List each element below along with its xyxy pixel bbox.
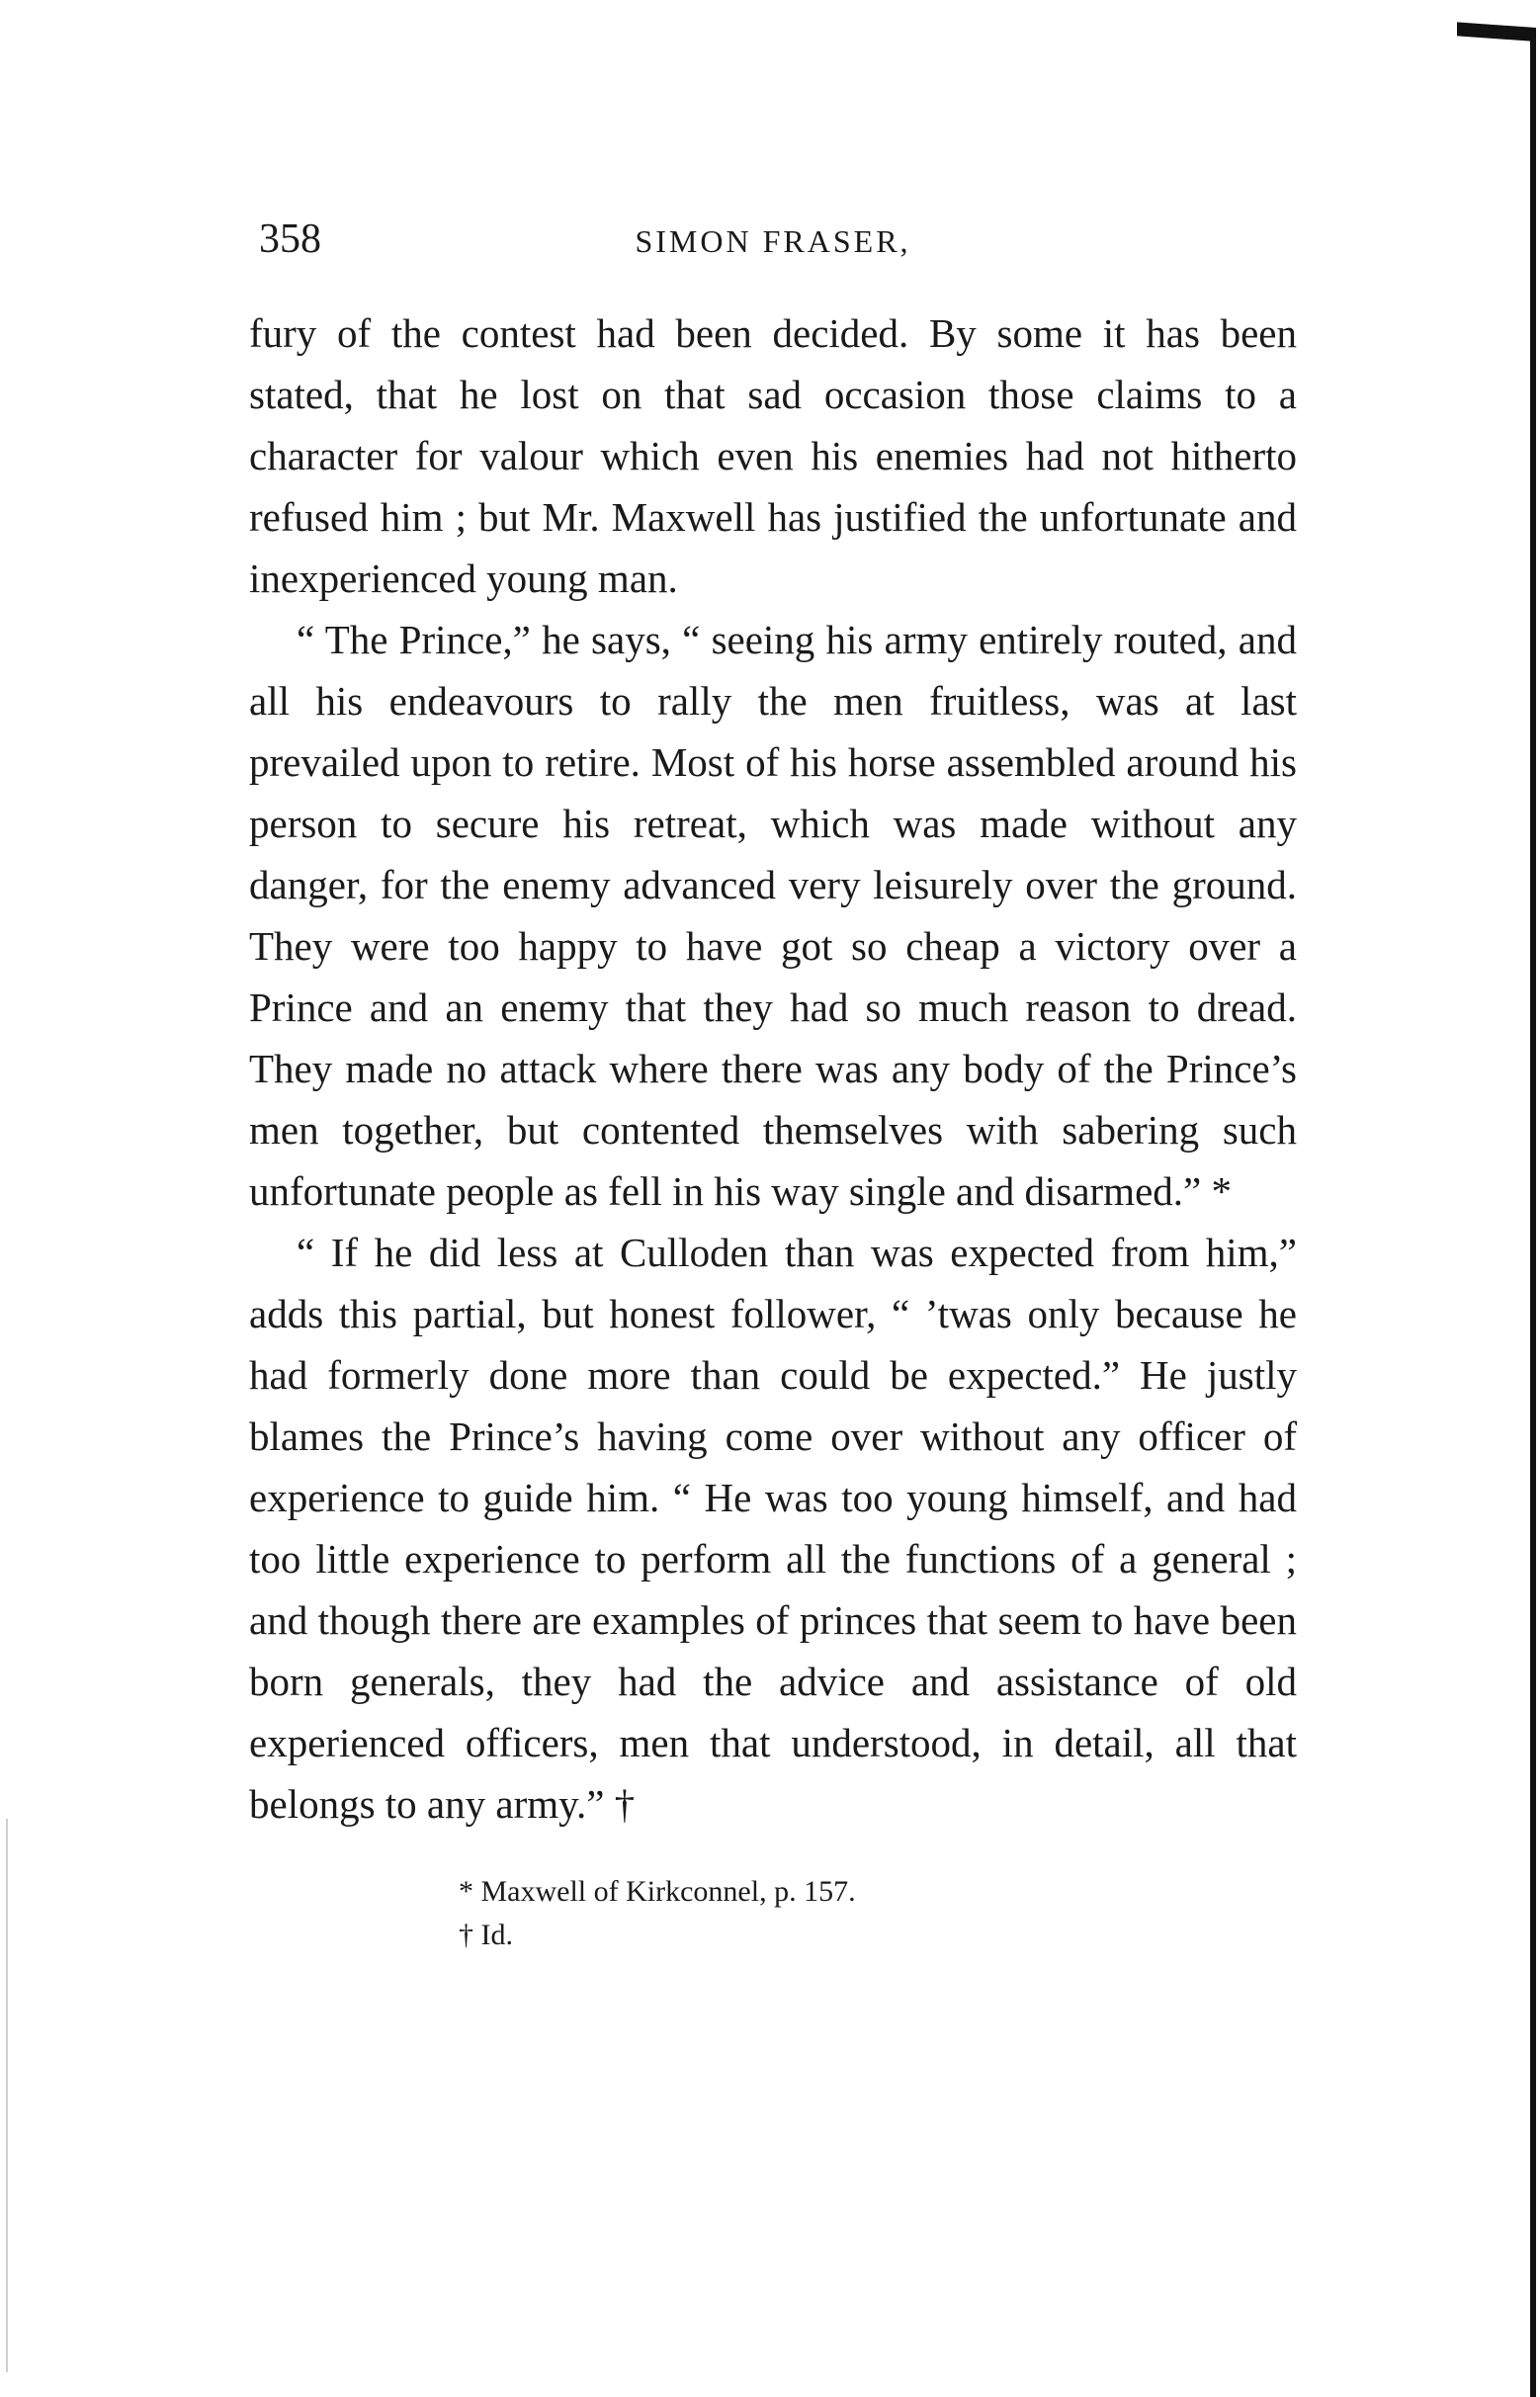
footnotes bbox=[249, 1870, 1297, 1957]
paragraph-2: “ The Prince,” he says, “ seeing his army entirely routed, and all his endeavours to rally the men fruitless, was at last prevailed upon to retire. Most of his horse assembled around his person to secure his retreat, which was made without any danger, for the enemy advanced very leisurely over the ground. They were too happy to have got so cheap a victory over a Prince and an enemy that they had so much reason to dread. They made no attack where there was any body of the Prince’s men together, but contented themselves with sabering such unfortunate people as fell in his way single and disarmed.” * bbox=[249, 617, 1297, 1214]
book-page bbox=[249, 215, 1297, 1957]
body-text bbox=[249, 302, 1297, 1835]
footnote-1: * Maxwell of Kirkconnel, p. 157. bbox=[459, 1875, 856, 1908]
paragraph-1: fury of the contest had been decided. By some it has been stated, that he lost on that sad occasion those claims to a character for valour which even his enemies had not hitherto refused him ; but Mr. Maxwell has justified the unfortunate and inexperienced young man. bbox=[249, 310, 1297, 601]
paragraph-3: “ If he did less at Culloden than was expected from him,” adds this partial, but honest follower, “ ’twas only because he had formerly done more than could be expected.” He justly blames the Prince’s having come over without any officer of experience to guide him. “ He was too young himself, and had too little experience to perform all the functions of a general ; and though there are examples of princes that seem to have been born generals, they had the advice and assistance of old experienced officers, men that understood, in detail, all that belongs to any army.” † bbox=[249, 1230, 1297, 1827]
running-head: SIMON FRASER, bbox=[635, 223, 911, 259]
footnote-2: † Id. bbox=[459, 1919, 513, 1951]
left-margin-line bbox=[6, 1819, 8, 2372]
page-header bbox=[249, 215, 1297, 273]
page-edge-bar bbox=[1530, 40, 1536, 2397]
page-edge-top bbox=[1457, 22, 1536, 42]
page-number: 358 bbox=[259, 216, 321, 262]
